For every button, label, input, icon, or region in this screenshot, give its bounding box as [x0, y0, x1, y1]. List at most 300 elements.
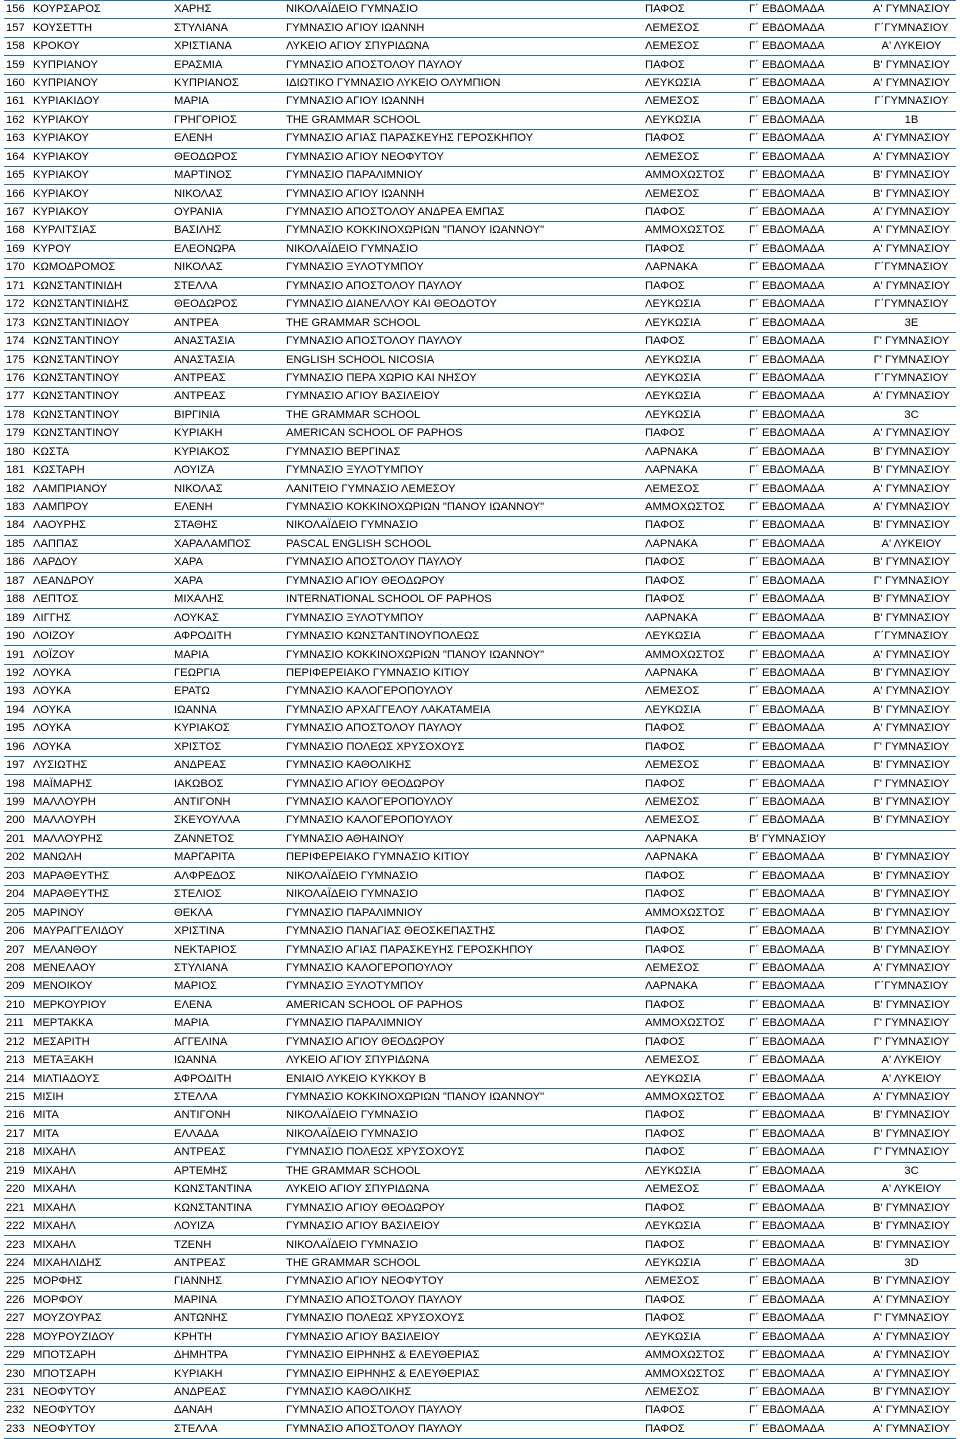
city-cell: ΛΕΜΕΣΟΣ — [643, 1051, 747, 1069]
row-number-cell: 209 — [4, 978, 31, 996]
table-row — [4, 941, 956, 959]
table-row — [4, 701, 956, 719]
surname-cell: ΜΑΪΜΑΡΗΣ — [31, 775, 172, 793]
week-cell: Γ΄ ΕΒΔΟΜΑΔΑ — [747, 922, 867, 940]
class-cell: Α' ΓΥΜΝΑΣΙΟΥ — [867, 148, 956, 166]
week-cell: Γ΄ ΕΒΔΟΜΑΔΑ — [747, 1273, 867, 1291]
first-name-cell: ΧΑΡΑ — [172, 572, 284, 590]
class-cell: Β' ΓΥΜΝΑΣΙΟΥ — [867, 185, 956, 203]
class-cell: Α' ΓΥΜΝΑΣΙΟΥ — [867, 1365, 956, 1383]
first-name-cell: ΓΙΑΝΝΗΣ — [172, 1273, 284, 1291]
class-cell: Β' ΓΥΜΝΑΣΙΟΥ — [867, 849, 956, 867]
first-name-cell: ΧΑΡΑ — [172, 554, 284, 572]
school-name-cell: ΓΥΜΝΑΣΙΟ ΚΑΘΟΛΙΚΗΣ — [284, 756, 643, 774]
school-name-cell: ΓΥΜΝΑΣΙΟ ΚΩΝΣΤΑΝΤΙΝΟΥΠΟΛΕΩΣ — [284, 627, 643, 645]
table-row — [4, 646, 956, 664]
table-row — [4, 93, 956, 111]
first-name-cell: ΙΩΑΝΝΑ — [172, 1051, 284, 1069]
week-cell: Γ΄ ΕΒΔΟΜΑΔΑ — [747, 332, 867, 350]
city-cell: ΑΜΜΟΧΩΣΤΟΣ — [643, 1346, 747, 1364]
row-number-cell: 198 — [4, 775, 31, 793]
first-name-cell: ΕΡΑΤΩ — [172, 683, 284, 701]
surname-cell: ΚΟΥΣΕΤΤΗ — [31, 19, 172, 37]
city-cell: ΛΕΜΕΣΟΣ — [643, 683, 747, 701]
surname-cell: ΜΙΧΑΗΛ — [31, 1181, 172, 1199]
class-cell: Α' ΓΥΜΝΑΣΙΟΥ — [867, 222, 956, 240]
city-cell: ΠΑΦΟΣ — [643, 203, 747, 221]
school-name-cell: ΓΥΜΝΑΣΙΟ ΑΓΙΟΥ ΝΕΟΦΥΤΟΥ — [284, 1273, 643, 1291]
week-cell: Γ΄ ΕΒΔΟΜΑΔΑ — [747, 240, 867, 258]
week-cell: Γ΄ ΕΒΔΟΜΑΔΑ — [747, 369, 867, 387]
row-number-cell: 166 — [4, 185, 31, 203]
table-row — [4, 425, 956, 443]
school-name-cell: ΝΙΚΟΛΑΪΔΕΙΟ ΓΥΜΝΑΣΙΟ — [284, 517, 643, 535]
first-name-cell: ΔΗΜΗΤΡΑ — [172, 1346, 284, 1364]
school-name-cell: THE GRAMMAR SCHOOL — [284, 406, 643, 424]
city-cell: ΠΑΦΟΣ — [643, 1125, 747, 1143]
city-cell: ΠΑΦΟΣ — [643, 1402, 747, 1420]
row-number-cell: 190 — [4, 627, 31, 645]
city-cell: ΠΑΦΟΣ — [643, 572, 747, 590]
row-number-cell: 228 — [4, 1328, 31, 1346]
week-cell: Γ΄ ΕΒΔΟΜΑΔΑ — [747, 461, 867, 479]
surname-cell: ΚΟΥΡΣΑΡΟΣ — [31, 1, 172, 19]
row-number-cell: 165 — [4, 166, 31, 184]
class-cell: Γ' ΓΥΜΝΑΣΙΟΥ — [867, 572, 956, 590]
city-cell: ΛΕΥΚΩΣΙΑ — [643, 406, 747, 424]
surname-cell: ΜΑΛΛΟΥΡΗΣ — [31, 830, 172, 848]
row-number-cell: 177 — [4, 388, 31, 406]
first-name-cell: ΒΙΡΓΙΝΙΑ — [172, 406, 284, 424]
week-cell: Γ΄ ΕΒΔΟΜΑΔΑ — [747, 1365, 867, 1383]
row-number-cell: 211 — [4, 1015, 31, 1033]
row-number-cell: 156 — [4, 1, 31, 19]
surname-cell: ΚΥΡΙΑΚΟΥ — [31, 111, 172, 129]
row-number-cell: 202 — [4, 849, 31, 867]
table-row — [4, 867, 956, 885]
school-name-cell: ΓΥΜΝΑΣΙΟ ΠΕΡΑ ΧΩΡΙΟ ΚΑΙ ΝΗΣΟΥ — [284, 369, 643, 387]
row-number-cell: 162 — [4, 111, 31, 129]
city-cell: ΛΕΥΚΩΣΙΑ — [643, 1217, 747, 1235]
class-cell: Α' ΓΥΜΝΑΣΙΟΥ — [867, 203, 956, 221]
city-cell: ΛΕΜΕΣΟΣ — [643, 1181, 747, 1199]
week-cell: Γ΄ ΕΒΔΟΜΑΔΑ — [747, 277, 867, 295]
class-cell: 3D — [867, 1254, 956, 1272]
week-cell: Γ΄ ΕΒΔΟΜΑΔΑ — [747, 849, 867, 867]
city-cell: ΛΑΡΝΑΚΑ — [643, 609, 747, 627]
school-name-cell: ΓΥΜΝΑΣΙΟ ΑΓΙΑΣ ΠΑΡΑΣΚΕΥΗΣ ΓΕΡΟΣΚΗΠΟΥ — [284, 130, 643, 148]
city-cell: ΑΜΜΟΧΩΣΤΟΣ — [643, 1365, 747, 1383]
city-cell: ΛΕΥΚΩΣΙΑ — [643, 296, 747, 314]
class-cell: Γ' ΓΥΜΝΑΣΙΟΥ — [867, 332, 956, 350]
surname-cell: ΜΙΧΑΗΛ — [31, 1236, 172, 1254]
week-cell: Γ΄ ΕΒΔΟΜΑΔΑ — [747, 19, 867, 37]
row-number-cell: 184 — [4, 517, 31, 535]
school-name-cell: ΓΥΜΝΑΣΙΟ ΚΟΚΚΙΝΟΧΩΡΙΩΝ "ΠΑΝΟΥ ΙΩΑΝΝΟΥ" — [284, 498, 643, 516]
school-name-cell: ΠΕΡΙΦΕΡΕΙΑΚΟ ΓΥΜΝΑΣΙΟ ΚΙΤΙΟΥ — [284, 849, 643, 867]
row-number-cell: 201 — [4, 830, 31, 848]
table-row — [4, 904, 956, 922]
first-name-cell: ΧΑΡΗΣ — [172, 1, 284, 19]
week-cell: Γ΄ ΕΒΔΟΜΑΔΑ — [747, 517, 867, 535]
first-name-cell: ΒΑΣΙΛΗΣ — [172, 222, 284, 240]
table-row — [4, 296, 956, 314]
week-cell: Γ΄ ΕΒΔΟΜΑΔΑ — [747, 166, 867, 184]
city-cell: ΠΑΦΟΣ — [643, 720, 747, 738]
school-name-cell: ΓΥΜΝΑΣΙΟ ΑΓΙΟΥ ΘΕΟΔΩΡΟΥ — [284, 1199, 643, 1217]
table-row — [4, 959, 956, 977]
table-row — [4, 922, 956, 940]
city-cell: ΛΕΥΚΩΣΙΑ — [643, 388, 747, 406]
class-cell: Γ' ΓΥΜΝΑΣΙΟΥ — [867, 1144, 956, 1162]
table-row — [4, 259, 956, 277]
table-row — [4, 111, 956, 129]
week-cell: Γ΄ ΕΒΔΟΜΑΔΑ — [747, 591, 867, 609]
school-name-cell: ΓΥΜΝΑΣΙΟ ΑΓΙΟΥ ΘΕΟΔΩΡΟΥ — [284, 775, 643, 793]
table-row — [4, 351, 956, 369]
class-cell: Α' ΓΥΜΝΑΣΙΟΥ — [867, 1402, 956, 1420]
school-name-cell: ΓΥΜΝΑΣΙΟ ΑΓΙΟΥ ΘΕΟΔΩΡΟΥ — [284, 1033, 643, 1051]
first-name-cell: ΘΕΟΔΩΡΟΣ — [172, 296, 284, 314]
city-cell: ΠΑΦΟΣ — [643, 1, 747, 19]
first-name-cell: ΧΡΙΣΤΙΑΝΑ — [172, 37, 284, 55]
city-cell: ΠΑΦΟΣ — [643, 738, 747, 756]
row-number-cell: 167 — [4, 203, 31, 221]
table-row — [4, 1420, 956, 1438]
surname-cell: ΜΙΧΑΗΛΙΔΗΣ — [31, 1254, 172, 1272]
row-number-cell: 182 — [4, 480, 31, 498]
week-cell: Γ΄ ΕΒΔΟΜΑΔΑ — [747, 886, 867, 904]
school-name-cell: ΓΥΜΝΑΣΙΟ ΚΟΚΚΙΝΟΧΩΡΙΩΝ "ΠΑΝΟΥ ΙΩΑΝΝΟΥ" — [284, 222, 643, 240]
week-cell: Γ΄ ΕΒΔΟΜΑΔΑ — [747, 867, 867, 885]
city-cell: ΛΕΜΕΣΟΣ — [643, 19, 747, 37]
table-row — [4, 240, 956, 258]
table-row — [4, 1162, 956, 1180]
first-name-cell: ΧΡΙΣΤΟΣ — [172, 738, 284, 756]
first-name-cell: ΣΚΕΥΟΥΛΛΑ — [172, 812, 284, 830]
week-cell: Γ΄ ΕΒΔΟΜΑΔΑ — [747, 756, 867, 774]
table-row — [4, 443, 956, 461]
school-name-cell: ΓΥΜΝΑΣΙΟ ΞΥΛΟΤΥΜΠΟΥ — [284, 461, 643, 479]
class-cell: Α' ΓΥΜΝΑΣΙΟΥ — [867, 1, 956, 19]
first-name-cell: ΓΡΗΓΟΡΙΟΣ — [172, 111, 284, 129]
school-name-cell: ΓΥΜΝΑΣΙΟ ΑΠΟΣΤΟΛΟΥ ΠΑΥΛΟΥ — [284, 554, 643, 572]
table-row — [4, 849, 956, 867]
first-name-cell: ΙΑΚΩΒΟΣ — [172, 775, 284, 793]
week-cell: Γ΄ ΕΒΔΟΜΑΔΑ — [747, 904, 867, 922]
city-cell: ΛΕΜΕΣΟΣ — [643, 185, 747, 203]
class-cell: Α' ΓΥΜΝΑΣΙΟΥ — [867, 1088, 956, 1106]
first-name-cell: ΕΛΕΝΑ — [172, 996, 284, 1014]
city-cell: ΛΕΥΚΩΣΙΑ — [643, 1328, 747, 1346]
surname-cell: ΚΩΝΣΤΑΝΤΙΝΙΔΗΣ — [31, 296, 172, 314]
week-cell: Γ΄ ΕΒΔΟΜΑΔΑ — [747, 775, 867, 793]
row-number-cell: 216 — [4, 1107, 31, 1125]
first-name-cell: ΑΝΤΙΓΟΝΗ — [172, 1107, 284, 1125]
table-row — [4, 56, 956, 74]
row-number-cell: 197 — [4, 756, 31, 774]
school-name-cell: INTERNATIONAL SCHOOL OF PAPHOS — [284, 591, 643, 609]
city-cell: ΠΑΦΟΣ — [643, 1420, 747, 1438]
city-cell: ΛΕΜΕΣΟΣ — [643, 1273, 747, 1291]
table-row — [4, 812, 956, 830]
school-name-cell: ENGLISH SCHOOL NICOSIA — [284, 351, 643, 369]
first-name-cell: ΜΑΡΙΑ — [172, 93, 284, 111]
row-number-cell: 196 — [4, 738, 31, 756]
first-name-cell: ΑΛΦΡΕΔΟΣ — [172, 867, 284, 885]
first-name-cell: ΚΥΡΙΑΚΗ — [172, 425, 284, 443]
class-cell: Β' ΓΥΜΝΑΣΙΟΥ — [867, 461, 956, 479]
class-cell: Β' ΓΥΜΝΑΣΙΟΥ — [867, 701, 956, 719]
surname-cell: ΜΙΧΑΗΛ — [31, 1162, 172, 1180]
first-name-cell: ΑΝΤΡΕΑΣ — [172, 369, 284, 387]
surname-cell: ΚΩΣΤΑΡΗ — [31, 461, 172, 479]
first-name-cell: ΜΑΡΤΙΝΟΣ — [172, 166, 284, 184]
surname-cell: ΜΙΤΑ — [31, 1125, 172, 1143]
city-cell: ΛΕΜΕΣΟΣ — [643, 959, 747, 977]
table-row — [4, 406, 956, 424]
school-name-cell: ΓΥΜΝΑΣΙΟ ΑΓΙΟΥ ΘΕΟΔΩΡΟΥ — [284, 572, 643, 590]
table-row — [4, 1402, 956, 1420]
table-row — [4, 148, 956, 166]
table-row — [4, 664, 956, 682]
week-cell: Γ΄ ΕΒΔΟΜΑΔΑ — [747, 111, 867, 129]
city-cell: ΠΑΦΟΣ — [643, 922, 747, 940]
table-row — [4, 19, 956, 37]
first-name-cell: ΖΑΝΝΕΤΟΣ — [172, 830, 284, 848]
week-cell: Γ΄ ΕΒΔΟΜΑΔΑ — [747, 793, 867, 811]
row-number-cell: 161 — [4, 93, 31, 111]
school-name-cell: ΓΥΜΝΑΣΙΟ ΑΠΟΣΤΟΛΟΥ ΠΑΥΛΟΥ — [284, 1291, 643, 1309]
surname-cell: ΚΥΠΡΙΑΝΟΥ — [31, 74, 172, 92]
table-row — [4, 591, 956, 609]
row-number-cell: 199 — [4, 793, 31, 811]
table-row — [4, 1310, 956, 1328]
surname-cell: ΜΟΡΦΟΥ — [31, 1291, 172, 1309]
surname-cell: ΚΥΡΙΑΚΟΥ — [31, 148, 172, 166]
table-row — [4, 1088, 956, 1106]
row-number-cell: 217 — [4, 1125, 31, 1143]
class-cell: Γ' ΓΥΜΝΑΣΙΟΥ — [867, 1033, 956, 1051]
row-number-cell: 174 — [4, 332, 31, 350]
surname-cell: ΛΟΪΖΟΥ — [31, 646, 172, 664]
week-cell: Γ΄ ΕΒΔΟΜΑΔΑ — [747, 1181, 867, 1199]
row-number-cell: 160 — [4, 74, 31, 92]
table-row — [4, 1107, 956, 1125]
table-row — [4, 388, 956, 406]
table-row — [4, 1236, 956, 1254]
school-name-cell: ΓΥΜΝΑΣΙΟ ΞΥΛΟΤΥΜΠΟΥ — [284, 978, 643, 996]
first-name-cell: ΚΥΠΡΙΑΝΟΣ — [172, 74, 284, 92]
table-row — [4, 1383, 956, 1401]
school-name-cell: ΓΥΜΝΑΣΙΟ ΚΑΛΟΓΕΡΟΠΟΥΛΟΥ — [284, 959, 643, 977]
week-cell: Γ΄ ΕΒΔΟΜΑΔΑ — [747, 425, 867, 443]
week-cell: Γ΄ ΕΒΔΟΜΑΔΑ — [747, 406, 867, 424]
class-cell: Β' ΓΥΜΝΑΣΙΟΥ — [867, 166, 956, 184]
class-cell: Α' ΓΥΜΝΑΣΙΟΥ — [867, 240, 956, 258]
student-table — [4, 0, 956, 1439]
surname-cell: ΜΟΥΖΟΥΡΑΣ — [31, 1310, 172, 1328]
city-cell: ΛΕΥΚΩΣΙΑ — [643, 111, 747, 129]
city-cell: ΠΑΦΟΣ — [643, 886, 747, 904]
surname-cell: ΜΑΡΙΝΟΥ — [31, 904, 172, 922]
school-name-cell: ΓΥΜΝΑΣΙΟ ΑΠΟΣΤΟΛΟΥ ΠΑΥΛΟΥ — [284, 1402, 643, 1420]
first-name-cell: ΚΥΡΙΑΚΟΣ — [172, 443, 284, 461]
table-row — [4, 185, 956, 203]
surname-cell: ΚΩΝΣΤΑΝΤΙΝΟΥ — [31, 388, 172, 406]
surname-cell: ΚΥΡΟΥ — [31, 240, 172, 258]
city-cell: ΛΕΜΕΣΟΣ — [643, 812, 747, 830]
surname-cell: ΜΙΧΑΗΛ — [31, 1144, 172, 1162]
week-cell: Γ΄ ΕΒΔΟΜΑΔΑ — [747, 683, 867, 701]
week-cell: Γ΄ ΕΒΔΟΜΑΔΑ — [747, 1328, 867, 1346]
first-name-cell: ΚΥΡΙΑΚΟΣ — [172, 720, 284, 738]
city-cell: ΛΕΥΚΩΣΙΑ — [643, 314, 747, 332]
school-name-cell: ΓΥΜΝΑΣΙΟ ΑΘΗΑΙΝΟΥ — [284, 830, 643, 848]
first-name-cell: ΝΙΚΟΛΑΣ — [172, 480, 284, 498]
week-cell: Γ΄ ΕΒΔΟΜΑΔΑ — [747, 1070, 867, 1088]
table-row — [4, 830, 956, 848]
table-row — [4, 222, 956, 240]
surname-cell: ΜΑΥΡΑΓΓΕΛΙΔΟΥ — [31, 922, 172, 940]
school-name-cell: ΓΥΜΝΑΣΙΟ ΒΕΡΓΙΝΑΣ — [284, 443, 643, 461]
city-cell: ΠΑΦΟΣ — [643, 1033, 747, 1051]
first-name-cell: ΑΦΡΟΔΙΤΗ — [172, 627, 284, 645]
row-number-cell: 205 — [4, 904, 31, 922]
surname-cell: ΛΑΠΠΑΣ — [31, 535, 172, 553]
week-cell: Γ΄ ΕΒΔΟΜΑΔΑ — [747, 203, 867, 221]
city-cell: ΠΑΦΟΣ — [643, 130, 747, 148]
week-cell: Γ΄ ΕΒΔΟΜΑΔΑ — [747, 351, 867, 369]
surname-cell: ΛΟΥΚΑ — [31, 701, 172, 719]
school-name-cell: ΓΥΜΝΑΣΙΟ ΑΓΙΟΥ ΙΩΑΝΝΗ — [284, 93, 643, 111]
surname-cell: ΚΩΣΤΑ — [31, 443, 172, 461]
school-name-cell: ΓΥΜΝΑΣΙΟ ΠΑΡΑΛΙΜΝΙΟΥ — [284, 166, 643, 184]
week-cell: Γ΄ ΕΒΔΟΜΑΔΑ — [747, 701, 867, 719]
first-name-cell: ΑΝΤΙΓΟΝΗ — [172, 793, 284, 811]
row-number-cell: 229 — [4, 1346, 31, 1364]
school-name-cell: ΓΥΜΝΑΣΙΟ ΑΓΙΟΥ ΒΑΣΙΛΕΙΟΥ — [284, 1217, 643, 1235]
class-cell: 3C — [867, 406, 956, 424]
city-cell: ΛΕΥΚΩΣΙΑ — [643, 351, 747, 369]
city-cell: ΛΕΥΚΩΣΙΑ — [643, 627, 747, 645]
first-name-cell: ΘΕΟΔΩΡΟΣ — [172, 148, 284, 166]
surname-cell: ΛΕΠΤΟΣ — [31, 591, 172, 609]
week-cell: Γ΄ ΕΒΔΟΜΑΔΑ — [747, 1236, 867, 1254]
row-number-cell: 172 — [4, 296, 31, 314]
row-number-cell: 158 — [4, 37, 31, 55]
surname-cell: ΜΙΛΤΙΑΔΟΥΣ — [31, 1070, 172, 1088]
week-cell: Γ΄ ΕΒΔΟΜΑΔΑ — [747, 498, 867, 516]
surname-cell: ΜΙΧΑΗΛ — [31, 1199, 172, 1217]
city-cell: ΠΑΦΟΣ — [643, 867, 747, 885]
row-number-cell: 212 — [4, 1033, 31, 1051]
city-cell: ΠΑΦΟΣ — [643, 591, 747, 609]
school-name-cell: ΓΥΜΝΑΣΙΟ ΑΓΙΟΥ ΙΩΑΝΝΗ — [284, 19, 643, 37]
first-name-cell: ΟΥΡΑΝΙΑ — [172, 203, 284, 221]
surname-cell: ΛΥΣΙΩΤΗΣ — [31, 756, 172, 774]
surname-cell: ΜΠΟΤΣΑΡΗ — [31, 1346, 172, 1364]
school-name-cell: ΓΥΜΝΑΣΙΟ ΑΓΙΟΥ ΙΩΑΝΝΗ — [284, 185, 643, 203]
row-number-cell: 220 — [4, 1181, 31, 1199]
row-number-cell: 188 — [4, 591, 31, 609]
surname-cell: ΛΟΥΚΑ — [31, 720, 172, 738]
week-cell: Γ΄ ΕΒΔΟΜΑΔΑ — [747, 1033, 867, 1051]
surname-cell: ΝΕΟΦΥΤΟΥ — [31, 1402, 172, 1420]
table-row — [4, 1328, 956, 1346]
row-number-cell: 185 — [4, 535, 31, 553]
school-name-cell: ΝΙΚΟΛΑΪΔΕΙΟ ΓΥΜΝΑΣΙΟ — [284, 1107, 643, 1125]
class-cell: Γ' ΓΥΜΝΑΣΙΟΥ — [867, 1015, 956, 1033]
surname-cell: ΜΙΤΑ — [31, 1107, 172, 1125]
row-number-cell: 208 — [4, 959, 31, 977]
row-number-cell: 186 — [4, 554, 31, 572]
class-cell: Β' ΓΥΜΝΑΣΙΟΥ — [867, 793, 956, 811]
class-cell: Β' ΓΥΜΝΑΣΙΟΥ — [867, 941, 956, 959]
school-name-cell: ΓΥΜΝΑΣΙΟ ΑΓΙΟΥ ΒΑΣΙΛΕΙΟΥ — [284, 1328, 643, 1346]
first-name-cell: ΜΑΡΓΑΡΙΤΑ — [172, 849, 284, 867]
first-name-cell: ΜΑΡΙΑ — [172, 646, 284, 664]
class-cell: Β' ΓΥΜΝΑΣΙΟΥ — [867, 56, 956, 74]
table-row — [4, 517, 956, 535]
table-row — [4, 1273, 956, 1291]
class-cell: Β' ΓΥΜΝΑΣΙΟΥ — [867, 1125, 956, 1143]
city-cell: ΠΑΦΟΣ — [643, 1144, 747, 1162]
first-name-cell: ΝΕΚΤΑΡΙΟΣ — [172, 941, 284, 959]
class-cell: Β' ΓΥΜΝΑΣΙΟΥ — [867, 554, 956, 572]
city-cell: ΠΑΦΟΣ — [643, 332, 747, 350]
week-cell: Γ΄ ΕΒΔΟΜΑΔΑ — [747, 941, 867, 959]
first-name-cell: ΤΖΕΝΗ — [172, 1236, 284, 1254]
surname-cell: ΛΑΡΔΟΥ — [31, 554, 172, 572]
row-number-cell: 183 — [4, 498, 31, 516]
week-cell: Γ΄ ΕΒΔΟΜΑΔΑ — [747, 74, 867, 92]
surname-cell: ΛΙΓΓΗΣ — [31, 609, 172, 627]
class-cell: Γ΄ΓΥΜΝΑΣΙΟΥ — [867, 296, 956, 314]
week-cell: Γ΄ ΕΒΔΟΜΑΔΑ — [747, 535, 867, 553]
table-row — [4, 480, 956, 498]
week-cell: Γ΄ ΕΒΔΟΜΑΔΑ — [747, 812, 867, 830]
first-name-cell: ΔΑΝΑΗ — [172, 1402, 284, 1420]
city-cell: ΛΕΜΕΣΟΣ — [643, 793, 747, 811]
school-name-cell: ΓΥΜΝΑΣΙΟ ΔΙΑΝΕΛΛΟΥ ΚΑΙ ΘΕΟΔΟΤΟΥ — [284, 296, 643, 314]
school-name-cell: ΠΕΡΙΦΕΡΕΙΑΚΟ ΓΥΜΝΑΣΙΟ ΚΙΤΙΟΥ — [284, 664, 643, 682]
school-name-cell: ΓΥΜΝΑΣΙΟ ΠΟΛΕΩΣ ΧΡΥΣΟΧΟΥΣ — [284, 738, 643, 756]
week-cell: Γ΄ ΕΒΔΟΜΑΔΑ — [747, 1291, 867, 1309]
city-cell: ΛΕΜΕΣΟΣ — [643, 93, 747, 111]
week-cell: Γ΄ ΕΒΔΟΜΑΔΑ — [747, 1144, 867, 1162]
week-cell: Γ΄ ΕΒΔΟΜΑΔΑ — [747, 388, 867, 406]
week-cell: Γ΄ ΕΒΔΟΜΑΔΑ — [747, 314, 867, 332]
student-list-document — [4, 0, 956, 1439]
surname-cell: ΚΥΡΛΙΤΣΙΑΣ — [31, 222, 172, 240]
table-row — [4, 683, 956, 701]
class-cell: Β' ΓΥΜΝΑΣΙΟΥ — [867, 609, 956, 627]
school-name-cell: AMERICAN SCHOOL OF PAPHOS — [284, 425, 643, 443]
table-row — [4, 369, 956, 387]
school-name-cell: ΝΙΚΟΛΑΪΔΕΙΟ ΓΥΜΝΑΣΙΟ — [284, 1236, 643, 1254]
table-row — [4, 609, 956, 627]
first-name-cell: ΑΦΡΟΔΙΤΗ — [172, 1070, 284, 1088]
week-cell: Γ΄ ΕΒΔΟΜΑΔΑ — [747, 738, 867, 756]
school-name-cell: ΓΥΜΝΑΣΙΟ ΕΙΡΗΝΗΣ & ΕΛΕΥΘΕΡΙΑΣ — [284, 1346, 643, 1364]
first-name-cell: ΜΑΡΙΑ — [172, 1015, 284, 1033]
first-name-cell: ΑΝΔΡΕΑΣ — [172, 756, 284, 774]
row-number-cell: 214 — [4, 1070, 31, 1088]
class-cell: Γ' ΓΥΜΝΑΣΙΟΥ — [867, 1310, 956, 1328]
class-cell: Β' ΓΥΜΝΑΣΙΟΥ — [867, 591, 956, 609]
surname-cell: ΜΕΡΚΟΥΡΙΟΥ — [31, 996, 172, 1014]
